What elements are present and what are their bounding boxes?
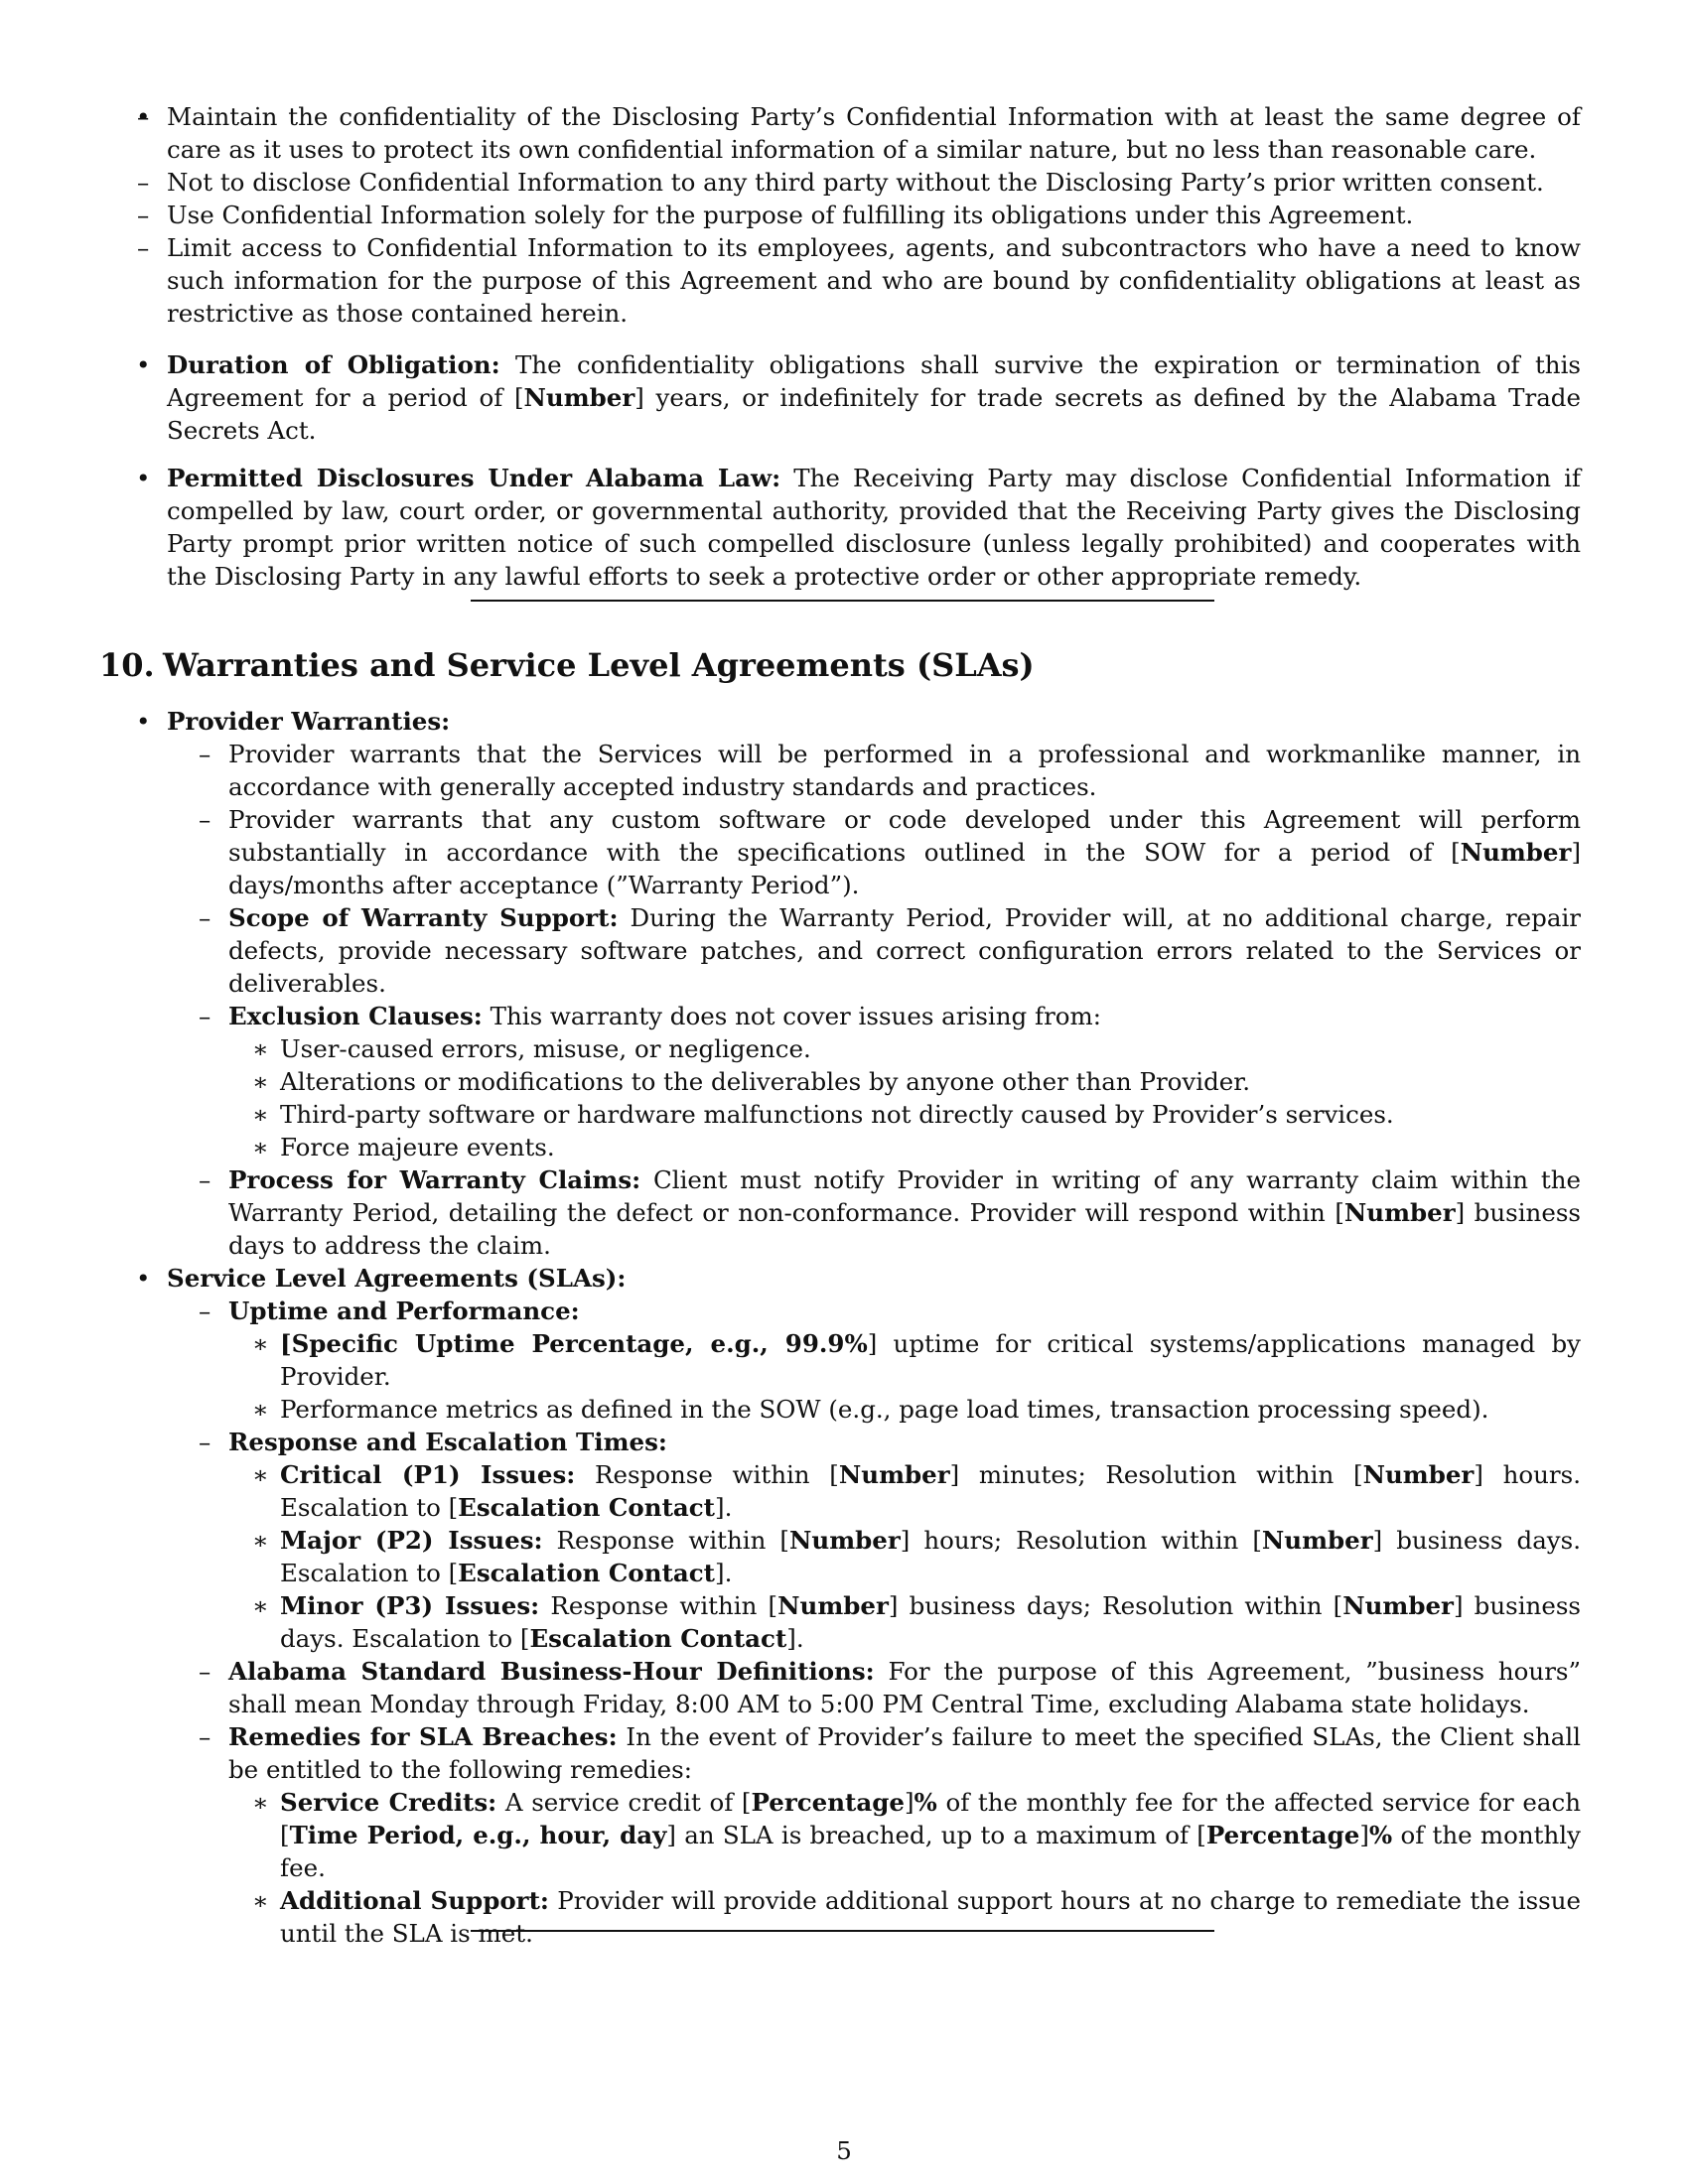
service-credits: ∗ Service Credits: A service credit of [Percentage]% of the monthly fee for the affected service for each [Time Period, e.g., hour, day] an SLA is breached, up to a maximum of [Percentage]% of the monthly fee. [280,1786,1581,1884]
response-and-escalation: – Response and Escalation Times: ∗ Critical (P1) Issues: Response within [Number] minutes; Resolution within [Number] hours. Escalation to [Escalation Contact]. ∗ Major (P2) Issues: Response within [Number] hours; Resolution within [Number] business days. Escalation to [Escalation Contact]. ∗ Minor (P3) Issues: Response within [Number] business days; Resolution within [Number] business days. Escalation to [Escalation Contact]. [228,1426,1581,1655]
sla-sublist [167,1295,1581,1950]
remedies-for-sla-breaches: – Remedies for SLA Breaches: In the event of Provider’s failure to meet the specified SLAs, the Client shall be entitled to the following remedies: ∗ Service Credits: A service credit of [Percentage]% of the monthly fee for the affected service for each [Time Period, e.g., hour, day] an SLA is breached, up to a maximum of [Percentage]% of the monthly fee. ∗ Additional Support: Provider will provide additional support hours at no charge to remediate the issue until the SLA is met. [228,1720,1581,1950]
obligations-continuation [167,100,1581,330]
remedies-sublist [228,1786,1581,1950]
service-level-agreements: • Service Level Agreements (SLAs): – Uptime and Performance: ∗ [Specific Uptime Percentage, e.g., 99.9%] uptime for critical systems/applications managed by Provider. ∗ Performance metrics as defined in the SOW (e.g., page load times, transaction processing speed). – Response and Escalation Times: ∗ Critical (P1) Issues: Response within [Number] minutes; Resolution within [Number] hours. Escalation to [Escalation Contact]. ∗ Major (P2) Issues: Response within [Number] hours; Resolution within [Number] business days. Escalation to [Escalation Contact]. ∗ Minor (P3) Issues: Response within [Number] business days; Resolution within [Number] business days. Escalation to [Escalation Contact]. – Alabama Standard Business-Hour Definitions: For the purpose of this Agreement, ”business hours” shall mean Monday through Friday, 8:00 AM to 5:00 PM Central Time, excluding Alabama state holidays. – Remedies for SLA Breaches: In the event of Provider’s failure to meet the specified SLAs, the Client shall be entitled to the following remedies: ∗ Service Credits: A service credit of [Percentage]% of the monthly fee for the affected service for each [Time Period, e.g., hour, day] an SLA is breached, up to a maximum of [Percentage]% of the monthly fee. ∗ Additional Support: Provider will provide additional support hours at no charge to remediate the issue until the SLA is met. [167,1262,1581,1950]
duration-of-obligation: • Duration of Obligation: The confidentiality obligations shall survive the expiration or termination of this Agreement for a period of [Number] years, or indefinitely for trade secrets as defined by the Alabama Trade Secrets Act. [167,348,1581,447]
section-number: 10. [99,646,155,684]
obligations-sublist [105,100,1581,330]
exclusion-sublist [228,1032,1581,1163]
major-issues: ∗ Major (P2) Issues: Response within [Number] hours; Resolution within [Number] business days. Escalation to [Escalation Contact]. [280,1524,1581,1589]
list-item: ∗ Alterations or modifications to the deliverables by anyone other than Provider. [280,1065,1581,1098]
warranties-sublist [167,738,1581,1262]
uptime-sublist [228,1327,1581,1426]
list-item: ∗ Third-party software or hardware malfunctions not directly caused by Provider’s services. [280,1098,1581,1131]
section-divider [471,600,1214,602]
confidentiality-list [167,100,1581,330]
list-item: – • Maintain the confidentiality of the Disclosing Party’s Confidential Information with at least the same degree of care as it uses to protect its own confidential information of a similar nature, but no less than reasonable care. [167,100,1581,166]
section-divider-bottom [471,1930,1214,1932]
list-item: – Provider warrants that any custom software or code developed under this Agreement will perform substantially in accordance with the specifications outlined in the SOW for a period of [Number] days/months after acceptance (”Warranty Period”). [228,803,1581,901]
exclusion-clauses: – Exclusion Clauses: This warranty does not cover issues arising from: ∗ User-caused errors, misuse, or negligence. ∗ Alterations or modifications to the deliverables by anyone other than Provider. ∗ Third-party software or hardware malfunctions not directly caused by Provider’s services. ∗ Force majeure events. [228,1000,1581,1163]
section-title: Warranties and Service Level Agreements (SLAs) [163,646,1035,684]
list-item: – Not to disclose Confidential Information to any third party without the Disclosing Party’s prior written consent. [167,166,1581,199]
page-number: 5 [836,2136,852,2165]
provider-warranties: • Provider Warranties: – Provider warrants that the Services will be performed in a professional and workmanlike manner, in accordance with generally accepted industry standards and practices. – Provider warrants that any custom software or code developed under this Agreement will perform substantially in accordance with the specifications outlined in the SOW for a period of [Number] days/months after acceptance (”Warranty Period”). – Scope of Warranty Support: During the Warranty Period, Provider will, at no additional charge, repair defects, provide necessary software patches, and correct configuration errors related to the Services or deliverables. – Exclusion Clauses: This warranty does not cover issues arising from: ∗ User-caused errors, misuse, or negligence. ∗ Alterations or modifications to the deliverables by anyone other than Provider. ∗ Third-party software or hardware malfunctions not directly caused by Provider’s services. ∗ Force majeure events. – Process for Warranty Claims: Client must notify Provider in writing of any warranty claim within the Warranty Period, detailing the defect or non-conformance. Provider will respond within [Number] business days to address the claim. [167,705,1581,1262]
minor-issues: ∗ Minor (P3) Issues: Response within [Number] business days; Resolution within [Number] business days. Escalation to [Escalation Contact]. [280,1589,1581,1655]
additional-support: ∗ Additional Support: Provider will provide additional support hours at no charge to remediate the issue until the SLA is met. [280,1884,1581,1950]
process-for-warranty-claims: – Process for Warranty Claims: Client must notify Provider in writing of any warranty claim within the Warranty Period, detailing the defect or non-conformance. Provider will respond within [Number] business days to address the claim. [228,1163,1581,1262]
list-item: – Use Confidential Information solely for the purpose of fulfilling its obligations under this Agreement. [167,199,1581,231]
section-heading [99,645,1035,685]
critical-issues: ∗ Critical (P1) Issues: Response within [Number] minutes; Resolution within [Number] hours. Escalation to [Escalation Contact]. [280,1458,1581,1524]
business-hour-definitions: – Alabama Standard Business-Hour Definitions: For the purpose of this Agreement, ”business hours” shall mean Monday through Friday, 8:00 AM to 5:00 PM Central Time, excluding Alabama state holidays. [228,1655,1581,1720]
warranties-sla-list [167,705,1581,1950]
list-item: ∗ User-caused errors, misuse, or negligence. [280,1032,1581,1065]
permitted-disclosures: • Permitted Disclosures Under Alabama Law: The Receiving Party may disclose Confidential Information if compelled by law, court order, or governmental authority, provided that the Receiving Party gives the Disclosing Party prompt prior written notice of such compelled disclosure (unless legally prohibited) and cooperates with the Disclosing Party in any lawful efforts to seek a protective order or other appropriate remedy. [167,462,1581,593]
list-item: ∗ [Specific Uptime Percentage, e.g., 99.9%] uptime for critical systems/applications managed by Provider. [280,1327,1581,1393]
uptime-and-performance: – Uptime and Performance: ∗ [Specific Uptime Percentage, e.g., 99.9%] uptime for critical systems/applications managed by Provider. ∗ Performance metrics as defined in the SOW (e.g., page load times, transaction processing speed). [228,1295,1581,1426]
scope-of-warranty: – Scope of Warranty Support: During the Warranty Period, Provider will, at no additional charge, repair defects, provide necessary software patches, and correct configuration errors related to the Services or deliverables. [228,901,1581,1000]
list-item: – Limit access to Confidential Information to its employees, agents, and subcontractors who have a need to know such information for the purpose of this Agreement and who are bound by confidentiality obligations at least as restrictive as those contained herein. [167,231,1581,330]
response-sublist [228,1458,1581,1655]
list-item: ∗ Force majeure events. [280,1131,1581,1163]
confidentiality-bullets [167,348,1581,593]
list-item: – Provider warrants that the Services will be performed in a professional and workmanlike manner, in accordance with generally accepted industry standards and practices. [228,738,1581,803]
list-item: ∗ Performance metrics as defined in the SOW (e.g., page load times, transaction processing speed). [280,1393,1581,1426]
